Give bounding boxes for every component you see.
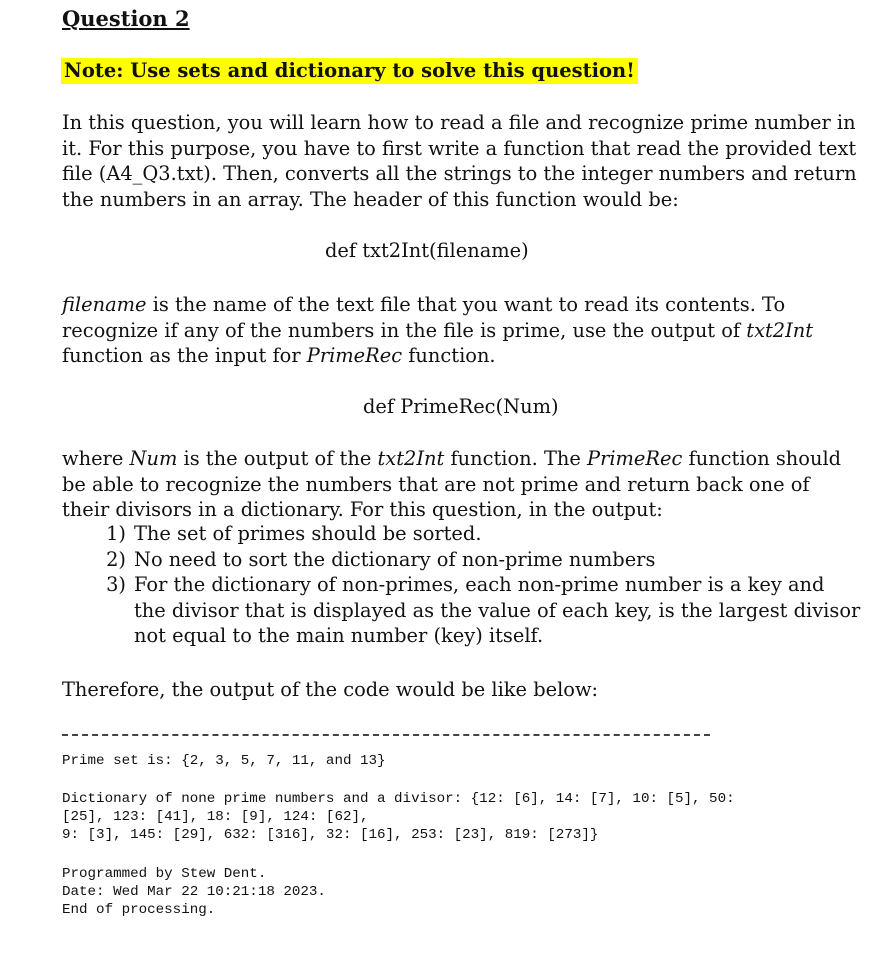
list-item [62,572,862,649]
end-line: End of processing. [62,902,216,918]
list-text: For the dictionary of non-primes, each non-prime number is a key and the divisor that is displayed as the value of each key, is the largest divisor not equal to the main number (key) itself. [134,573,861,647]
prime-set-output: Prime set is: {2, 3, 5, 7, 11, and 13} [62,753,386,769]
para2-text-a: is the name of the text file that you want to read its contents. To recognize if any of the numbers in the file is prime, use the output of [62,293,786,342]
requirements-list [62,521,862,649]
list-item [62,521,862,547]
para2-text-b: function as the input for [62,344,307,367]
footer-output [62,865,326,919]
para3-text-a: where [62,447,130,470]
programmer-line: Programmed by Stew Dent. [62,866,267,882]
dictionary-line: Dictionary of none prime numbers and a divisor: {12: [6], 14: [7], 10: [5], 50: [62,791,735,807]
primerec-term: PrimeRec [306,344,403,367]
primerec-term-2: PrimeRec [587,447,683,470]
num-term: Num [129,447,178,470]
para2-text-c: function. [402,344,496,367]
note-highlight: Note: Use sets and dictionary to solve this question! [61,58,638,84]
dictionary-output [62,790,735,844]
dictionary-line: 9: [3], 145: [29], 632: [316], 32: [16], 253: [23], 819: [273]} [62,827,599,843]
output-intro: Therefore, the output of the code would be like below: [62,678,599,701]
para3-text-d: function should be able to recognize the numbers that are not prime and return back one of their divisors in a dictionary. For this question, in the output: [62,447,842,521]
list-item [62,547,862,573]
list-text: No need to sort the dictionary of non-prime numbers [134,547,656,571]
txt2int-signature: def txt2Int(filename) [325,239,529,262]
intro-paragraph: In this question, you will learn how to read a file and recognize prime number in it. For this purpose, you have to first write a function that read the provided text file (A4_Q3.txt). Then, converts all the strings to the integer numbers and return the numbers in an array. The header of this function would be: [62,111,857,211]
date-line: Date: Wed Mar 22 10:21:18 2023. [62,884,326,900]
txt2int-term: txt2Int [746,318,814,342]
filename-paragraph [62,292,862,369]
question-heading: Question 2 [62,6,190,31]
txt2int-term-2: txt2Int [377,447,445,470]
list-number: 3) [106,573,126,596]
filename-term: filename [62,293,147,316]
output-divider [62,734,710,736]
para3-text-b: is the output of the [177,447,378,470]
para3-text-c: function. The [444,447,588,470]
primerec-signature: def PrimeRec(Num) [363,395,559,418]
list-number: 2) [106,547,126,571]
dictionary-line: [25], 123: [41], 18: [9], 124: [62], [62,809,369,825]
list-number: 1) [106,522,126,545]
list-text: The set of primes should be sorted. [134,522,482,545]
primerec-paragraph [62,446,862,523]
